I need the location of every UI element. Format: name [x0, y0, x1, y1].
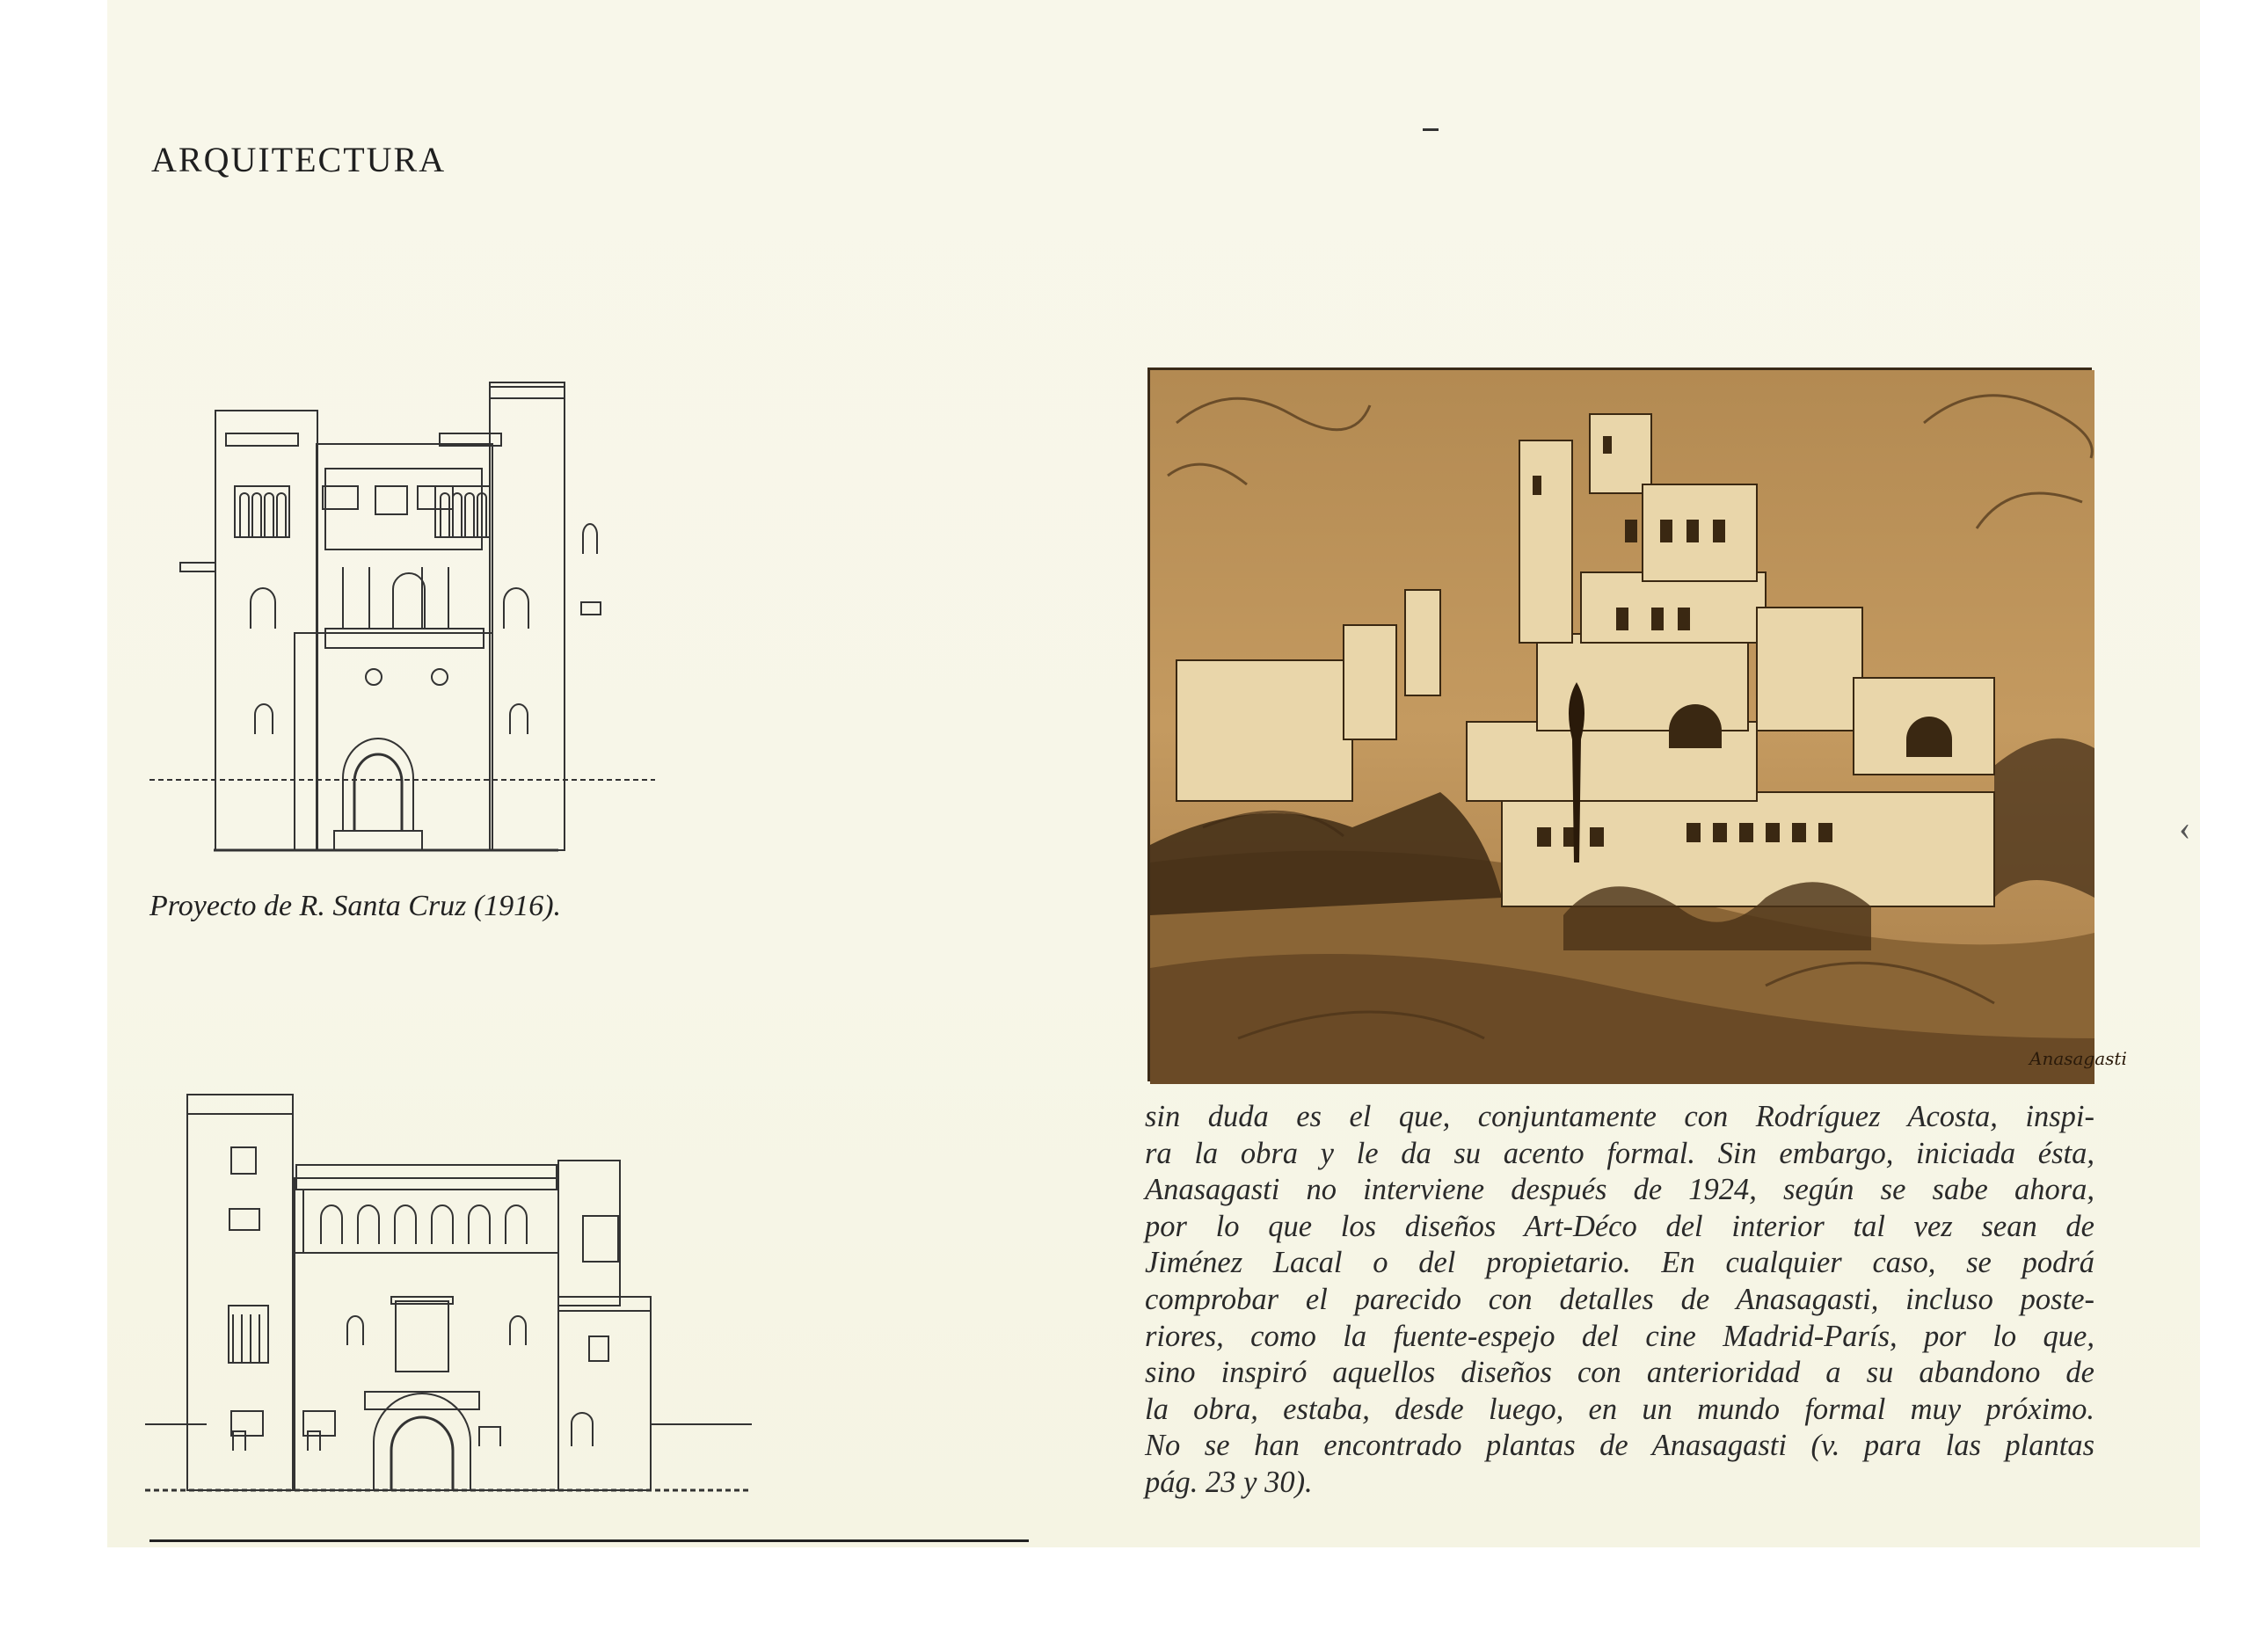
body-line: Anasagasti no interviene después de 1924, según se sabe ahora,: [1145, 1173, 2094, 1207]
body-line: pág. 23 y 30).: [1145, 1465, 1313, 1499]
figure-caption-top: Proyecto de R. Santa Cruz (1916).: [149, 890, 562, 922]
section-title: ARQUITECTURA: [151, 140, 447, 179]
bottom-rule: [149, 1539, 1029, 1542]
sepia-painting: [1147, 368, 2127, 1081]
body-line: sin duda es el que, conjuntamente con Rodríguez Acosta, inspi-: [1145, 1100, 2094, 1133]
body-line: ra la obra y le da su acento formal. Sin embargo, iniciada ésta,: [1145, 1136, 2094, 1170]
scan-edge-mark: ‹: [2179, 808, 2191, 848]
body-line: sino inspiró aquellos diseños con anterioridad a su abandono de: [1145, 1356, 2094, 1390]
page-mark: [1423, 128, 1439, 131]
elevation-drawing-second: [145, 998, 752, 1503]
body-line: No se han encontrado plantas de Anasagasti (v. para las plantas: [1145, 1429, 2094, 1463]
body-text: [1145, 1099, 2094, 1502]
painting-illustration: [1150, 370, 2127, 1084]
painting-signature: Anasagasti: [2029, 1048, 2127, 1069]
body-line: riores, como la fuente-espejo del cine Madrid-París, por lo que,: [1145, 1319, 2094, 1353]
body-line: Jiménez Lacal o del propietario. En cualquier caso, se podrá: [1145, 1246, 2094, 1280]
elevation-drawing-santa-cruz: [145, 374, 655, 853]
body-line: comprobar el parecido con detalles de Anasagasti, incluso poste-: [1145, 1282, 2094, 1316]
body-line: la obra, estaba, desde luego, en un mundo formal muy próximo.: [1145, 1392, 2094, 1426]
body-line: por lo que los diseños Art-Déco del interior tal vez sean de: [1145, 1209, 2094, 1243]
